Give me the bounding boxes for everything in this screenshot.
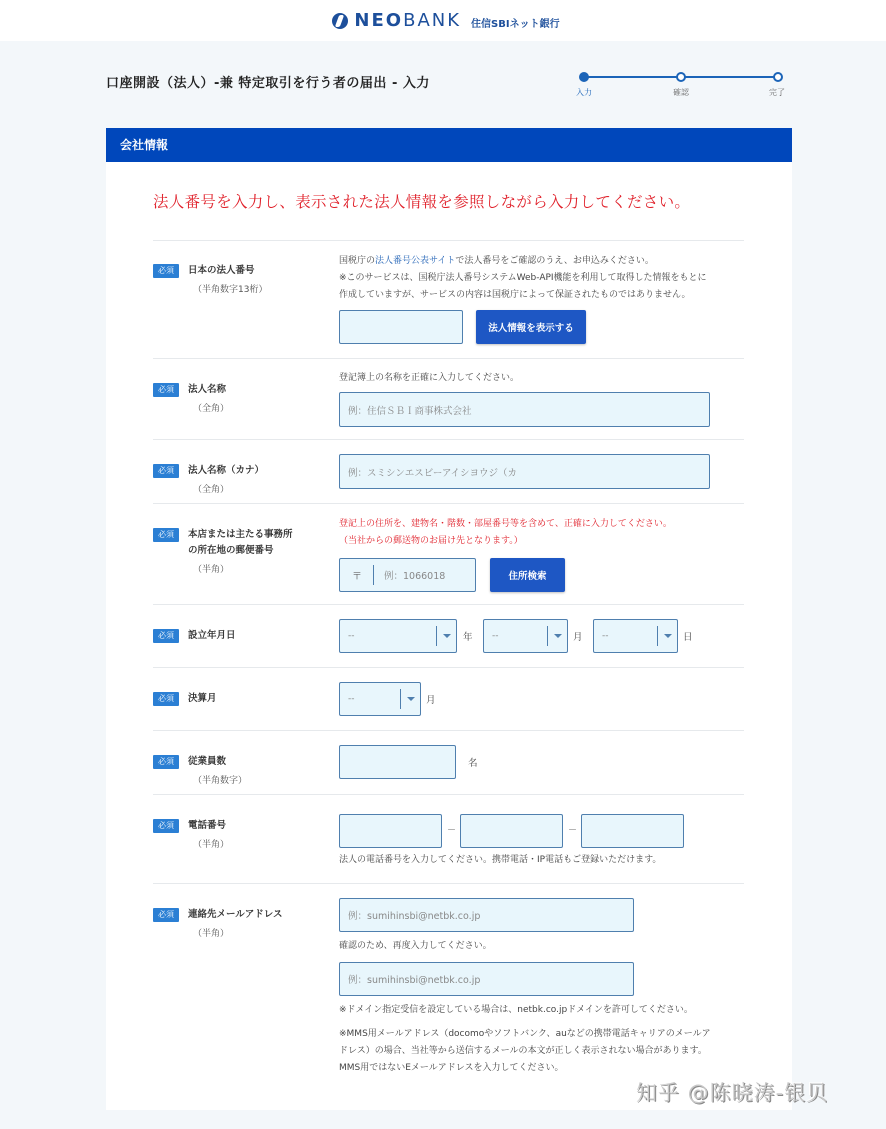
email-label: 連絡先メールアドレス [188, 909, 283, 920]
fiscal-month-unit: 月 [426, 695, 436, 706]
select-divider [400, 689, 401, 709]
neobank-logo[interactable] [332, 10, 559, 31]
phone-part3-input[interactable] [581, 814, 684, 848]
month-value: -- [492, 631, 499, 641]
note-prefix: 国税庁の [339, 256, 376, 266]
corp-name-note: 登記簿上の名称を正確に入力してください。 [339, 373, 520, 383]
established-label: 設立年月日 [188, 630, 236, 641]
postal-label-line1: 本店または主たる事務所 [188, 529, 293, 540]
phone-label: 電話番号 [188, 820, 227, 831]
row-email [153, 883, 744, 1103]
year-value: -- [348, 631, 355, 641]
email-sublabel: （半角） [193, 929, 230, 939]
established-month-select[interactable] [483, 619, 568, 653]
required-badge: 必須 [153, 528, 179, 542]
top-bar [0, 0, 886, 41]
established-year-select[interactable] [339, 619, 457, 653]
chevron-down-icon [407, 697, 415, 701]
phone-part1-input[interactable] [339, 814, 442, 848]
postal-note-line1: 登記上の住所を、建物名・階数・部屋番号等を含めて、正確に入力してください。 [339, 519, 672, 529]
postal-placeholder: 例：1066018 [384, 571, 446, 582]
step-complete-label: 完了 [769, 88, 785, 97]
note-suffix: で法人番号をご確認のうえ、お申込みください。 [455, 256, 654, 266]
corp-name-kana-sublabel: （全角） [193, 485, 230, 495]
corp-number-sublabel: （半角数字13桁） [193, 285, 268, 295]
note-line2: ※このサービスは、国税庁法人番号システムWeb-API機能を利用して取得した情報をもとに [339, 273, 707, 283]
step-complete-dot [773, 72, 783, 82]
day-unit: 日 [683, 632, 693, 643]
note-line3: 作成していますが、サービスの内容は国税庁によって保証されたものではありません。 [339, 290, 691, 300]
email-confirm-note: 確認のため、再度入力してください。 [339, 941, 492, 951]
mms-note-line2: ドレス）の場合、当社等から送信するメールの本文が正しく表示されない場合があります。 [339, 1046, 707, 1056]
corp-number-input[interactable] [339, 310, 463, 344]
postal-code-input[interactable] [339, 558, 476, 592]
phone-sublabel: （半角） [193, 840, 230, 850]
corp-name-label: 法人名称 [188, 384, 227, 395]
row-established-date [153, 604, 744, 667]
mms-note-line1: ※MMS用メールアドレス（docomoやソフトバンク、auなどの携帯電話キャリアのメールア [339, 1029, 711, 1039]
required-badge: 必須 [153, 755, 179, 769]
select-divider [547, 626, 548, 646]
postal-sublabel: （半角） [193, 565, 230, 575]
watermark-text: 知乎 @陈晓涛-银贝 [636, 1081, 829, 1105]
corp-name-sublabel: （全角） [193, 404, 230, 414]
phone-note: 法人の電話番号を入力してください。携帯電話・IP電話もご登録いただけます。 [339, 855, 662, 865]
select-divider [436, 626, 437, 646]
phone-separator: － [447, 826, 457, 836]
corp-name-input[interactable]: 例：住信ＳＢＩ商事株式会社 [339, 392, 710, 427]
email-mms-note [339, 1026, 711, 1077]
chevron-down-icon [664, 634, 672, 638]
section-header-company-info: 会社情報 [106, 128, 792, 162]
row-phone [153, 794, 744, 883]
required-badge: 必須 [153, 629, 179, 643]
logo-neo-text: NEO [354, 10, 404, 31]
neobank-logo-icon [332, 13, 348, 29]
email-input[interactable]: 例：sumihinsbi@netbk.co.jp [339, 898, 634, 932]
year-unit: 年 [463, 632, 473, 643]
step-input-dot [579, 72, 589, 82]
logo-bank-text: BANK [403, 10, 462, 31]
corp-number-site-link[interactable]: 法人番号公表サイト [375, 256, 456, 266]
progress-stepper [576, 70, 792, 100]
postal-note [339, 516, 672, 550]
month-unit: 月 [573, 632, 583, 643]
email-confirm-input[interactable]: 例：sumihinsbi@netbk.co.jp [339, 962, 634, 996]
employees-sublabel: （半角数字） [193, 776, 248, 786]
required-badge: 必須 [153, 692, 179, 706]
employees-input[interactable] [339, 745, 456, 779]
employees-label: 従業員数 [188, 756, 227, 767]
row-corp-name-kana [153, 439, 744, 503]
corp-number-note [339, 253, 707, 304]
row-fiscal-month [153, 667, 744, 730]
required-badge: 必須 [153, 908, 179, 922]
postal-label-line2: の所在地の郵便番号 [188, 545, 274, 556]
email-domain-note: ※ドメイン指定受信を設定している場合は、netbk.co.jpドメインを許可してください。 [339, 1005, 693, 1015]
row-corp-name [153, 358, 744, 439]
required-badge: 必須 [153, 383, 179, 397]
row-postal-code [153, 503, 744, 604]
fiscal-month-value: -- [348, 694, 355, 704]
fiscal-month-select[interactable] [339, 682, 421, 716]
show-corp-info-button[interactable]: 法人情報を表示する [476, 310, 586, 344]
mms-note-line3: MMS用ではないEメールアドレスを入力してください。 [339, 1063, 564, 1073]
day-value: -- [602, 631, 609, 641]
address-search-button[interactable]: 住所検索 [490, 558, 565, 592]
step-input-label: 入力 [576, 88, 592, 97]
postal-divider [373, 565, 374, 585]
chevron-down-icon [554, 634, 562, 638]
employees-unit: 名 [468, 758, 478, 769]
select-divider [657, 626, 658, 646]
phone-part2-input[interactable] [460, 814, 563, 848]
phone-separator: － [568, 826, 578, 836]
step-confirm-label: 確認 [673, 88, 689, 97]
lead-instruction: 法人番号を入力し、表示された法人情報を参照しながら入力してください。 [153, 193, 691, 211]
required-badge: 必須 [153, 819, 179, 833]
established-day-select[interactable] [593, 619, 678, 653]
row-employees [153, 730, 744, 794]
corp-name-kana-input[interactable]: 例：スミシンエスビーアイシヨウジ（カ [339, 454, 710, 489]
chevron-down-icon [443, 634, 451, 638]
page-title: 口座開設（法人）-兼 特定取引を行う者の届出 - 入力 [106, 76, 430, 91]
step-confirm-dot [676, 72, 686, 82]
postal-mark-icon: 〒 [352, 571, 362, 583]
row-corp-number [153, 240, 744, 358]
fiscal-month-label: 決算月 [188, 693, 217, 704]
postal-note-line2: （当社からの郵送物のお届け先となります。） [339, 536, 523, 546]
corp-name-kana-label: 法人名称（カナ） [188, 465, 265, 476]
required-badge: 必須 [153, 264, 179, 278]
corp-number-label: 日本の法人番号 [188, 265, 255, 276]
company-info-form [106, 162, 792, 1110]
required-badge: 必須 [153, 464, 179, 478]
logo-bank-subtitle: 住信SBIネット銀行 [471, 18, 560, 30]
